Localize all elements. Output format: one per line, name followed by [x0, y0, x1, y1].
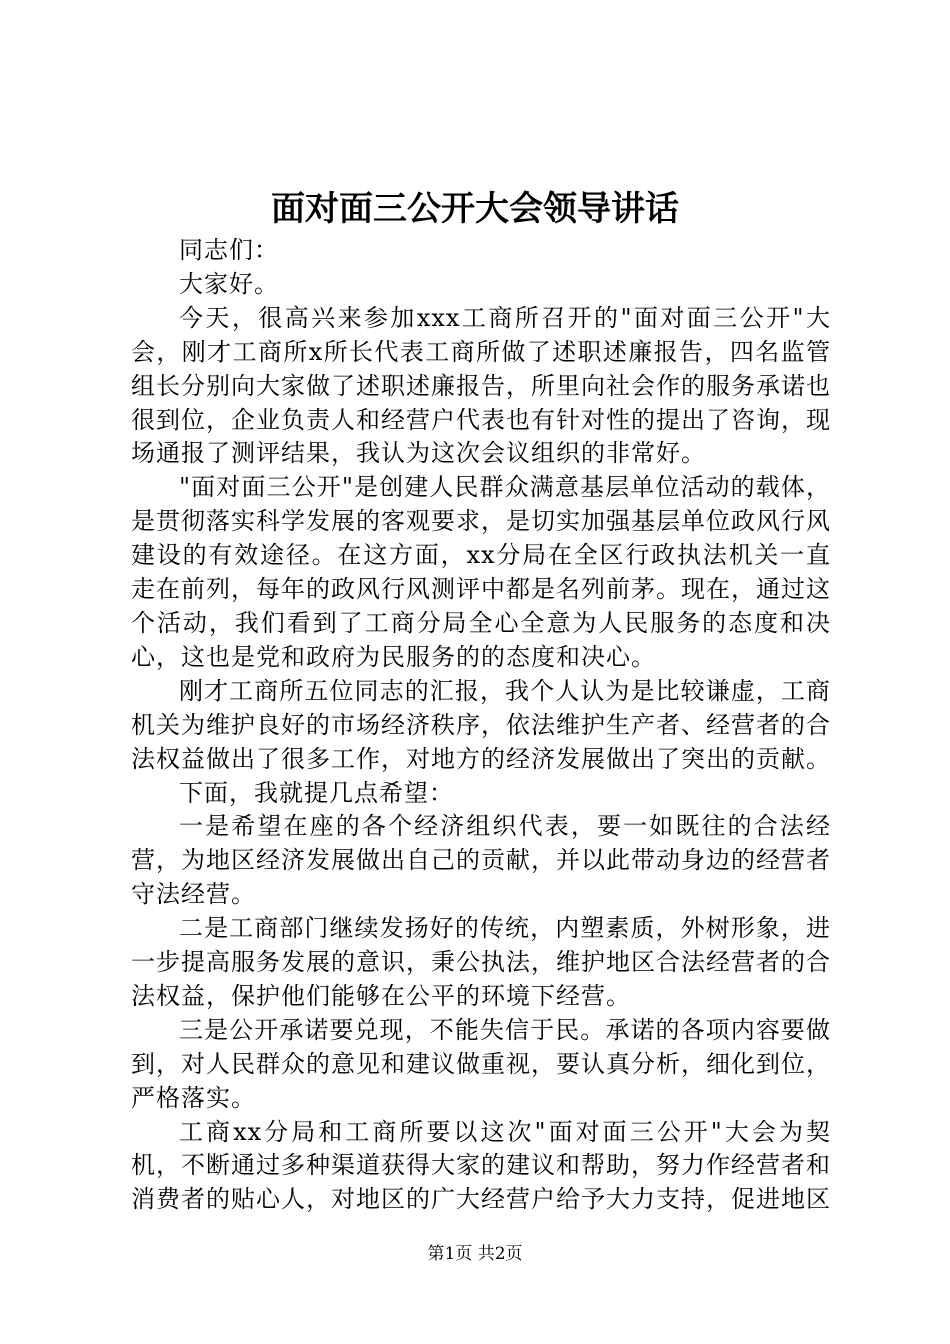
paragraph-closing: 工商xx分局和工商所要以这次"面对面三公开"大会为契机，不断通过多种渠道获得大家的建议和帮助，努力作经营者和消费者的贴心人，对地区的广大经营户给予大力支持，促进地区 [131, 1117, 831, 1214]
document-body [131, 234, 831, 1217]
paragraph-salutation: 同志们： [179, 236, 279, 264]
paragraph-hopes-intro: 下面，我就提几点希望： [179, 778, 454, 807]
document-title: 面对面三公开大会领导讲话 [271, 189, 679, 229]
paragraph-opening: 今天，很高兴来参加xxx工商所召开的"面对面三公开"大会，刚才工商所x所长代表工商所做了述职述廉报告，四名监管组长分别向大家做了述职述廉报告，所里向社会作的服务承诺也很到位，企业负责人和经营户代表也有针对性的提出了咨询，现场通报了测评结果，我认为这次会议组织的非常好。 [131, 303, 831, 468]
paragraph-significance: "面对面三公开"是创建人民群众满意基层单位活动的载体，是贯彻落实科学发展的客观要求，是切实加强基层单位政风行风建设的有效途径。在这方面，xx分局在全区行政执法机关一直走在前列，每年的政风行风测评中都是名列前茅。现在，通过这个活动，我们看到了工商分局全心全意为人民服务的态度和决心，这也是党和政府为民服务的的态度和决心。 [131, 473, 831, 671]
paragraph-hope-two: 二是工商部门继续发扬好的传统，内塑素质，外树形象，进一步提高服务发展的意识，秉公执法，维护地区合法经营者的合法权益，保护他们能够在公平的环境下经营。 [131, 914, 831, 1010]
page-number-footer: 第1页 共2页 [427, 1244, 523, 1264]
paragraph-hope-three: 三是公开承诺要兑现，不能失信于民。承诺的各项内容要做到，对人民群众的意见和建议做重视，要认真分析，细化到位，严格落实。 [131, 1015, 831, 1112]
paragraph-report-review: 刚才工商所五位同志的汇报，我个人认为是比较谦虚，工商机关为维护良好的市场经济秩序，依法维护生产者、经营者的合法权益做出了很多工作，对地方的经济发展做出了突出的贡献。 [131, 676, 831, 773]
paragraph-greeting: 大家好。 [179, 269, 279, 298]
paragraph-hope-one: 一是希望在座的各个经济组织代表，要一如既往的合法经营，为地区经济发展做出自己的贡献，并以此带动身边的经营者守法经营。 [131, 812, 831, 909]
